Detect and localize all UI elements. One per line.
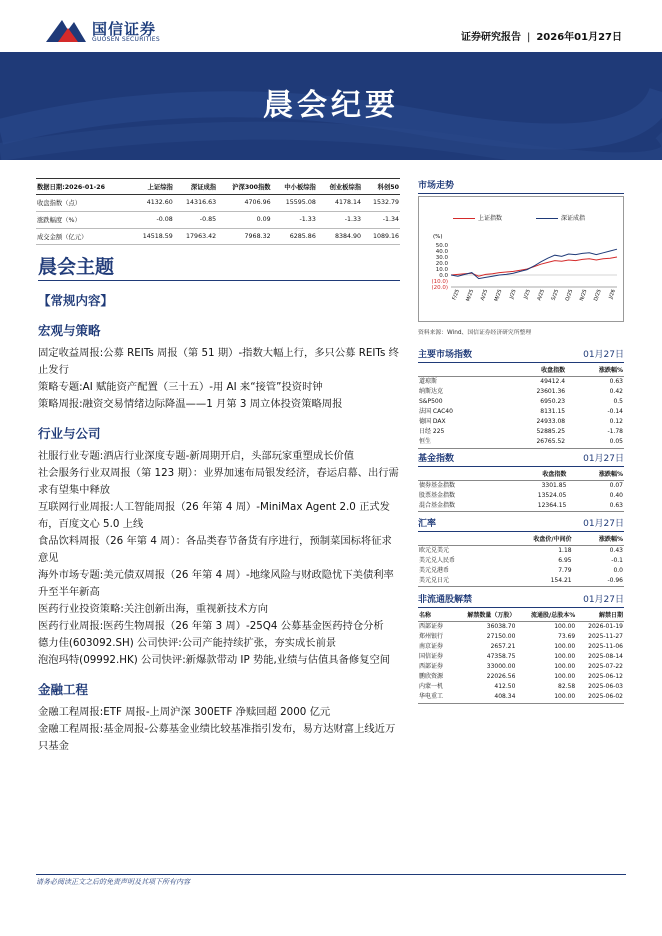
table-cell: 154.21: [493, 576, 572, 587]
table-cell: 0.5: [613, 397, 623, 405]
panel-date: 01月27日: [583, 595, 624, 605]
table-row: [418, 662, 624, 672]
table-row: [418, 427, 624, 437]
fx-table: [418, 532, 624, 587]
x-tick-label: A/25: [536, 288, 546, 302]
table-cell: 17963.42: [174, 228, 217, 245]
table-cell: 西部证券: [419, 663, 444, 671]
table-cell: 0.63: [567, 501, 624, 512]
report-link[interactable]: 德力佳(603092.SH) 公司快评:公司产能持续扩张，夯实成长前景: [38, 637, 337, 649]
page-header: [0, 0, 662, 52]
table-row: [418, 546, 624, 557]
y-tick-label: 10.0: [435, 267, 448, 273]
section-title: 晨会主题: [38, 256, 115, 278]
table-cell: -1.78: [607, 428, 623, 436]
table-cell: 7968.32: [217, 228, 272, 245]
panel-date: 01月27日: [583, 519, 624, 529]
report-type: 证券研究报告: [460, 32, 521, 43]
table-cell: 1089.16: [362, 228, 400, 245]
table-cell: 涨跌幅度（%）: [36, 211, 131, 228]
report-link[interactable]: 社会服务行业双周报（第 123 期）：业界加速布局银发经济，春运启幕、出行需求有望集中释放: [38, 467, 399, 496]
table-cell: 1532.79: [362, 195, 400, 212]
table-row: [418, 672, 624, 682]
table-row: [418, 438, 624, 449]
table-cell: 混合基金指数: [418, 501, 501, 512]
table-cell: 法国 CAC40: [419, 408, 453, 416]
section-divider: [38, 280, 400, 281]
report-link[interactable]: 策略周报:融资交易情绪边际降温——1 月第 3 周立体投资策略周报: [38, 398, 343, 410]
table-cell: S&P500: [419, 397, 443, 405]
report-link[interactable]: 固定收益周报:公募 REITs 周报（第 51 期）-指数大幅上行，多只公募 REITs 终止发行: [38, 347, 399, 376]
unlock-panel: [418, 592, 624, 704]
table-cell: -1.33: [317, 211, 362, 228]
table-header-row: [418, 608, 624, 622]
table-cell: 26765.52: [498, 438, 566, 449]
table-cell: 华电重工: [418, 693, 452, 704]
table-cell: 22026.56: [486, 673, 516, 681]
table-row: [418, 622, 624, 633]
table-header-cell: 解禁数量（万股）: [452, 608, 517, 622]
table-header-cell: 科创50: [362, 179, 400, 195]
x-tick-label: J/26: [607, 288, 617, 300]
market-trend-chart: [418, 196, 624, 322]
report-date: 2026年01月27日: [536, 32, 622, 43]
table-cell: -0.1: [611, 556, 623, 564]
x-tick-label: J/25: [522, 288, 532, 300]
table-header-row: [418, 532, 624, 546]
table-cell: 14518.59: [131, 228, 174, 245]
table-cell: 南京证券: [419, 642, 444, 650]
table-cell: 德国 DAX: [419, 418, 446, 426]
table-cell: 成交金额（亿元）: [36, 228, 131, 245]
table-header-cell: 收盘指数: [501, 467, 568, 481]
panel-date: 01月27日: [583, 350, 624, 360]
content-section-heading: 宏观与策略: [38, 323, 101, 338]
table-row: [36, 228, 400, 245]
table-cell: 6.95: [558, 556, 572, 564]
table-cell: -1.33: [272, 211, 317, 228]
table-cell: 52885.25: [536, 428, 566, 436]
table-row: [418, 642, 624, 652]
table-row: [418, 556, 624, 566]
y-tick-label: 0.0: [439, 273, 448, 279]
table-cell: 23601.36: [536, 387, 566, 395]
table-cell: 鹏欣资源: [419, 673, 444, 681]
content-section-heading: 行业与公司: [38, 426, 101, 441]
table-cell: 33000.00: [486, 663, 516, 671]
table-cell: 6950.23: [540, 397, 566, 405]
table-cell: 4706.96: [217, 195, 272, 212]
table-row: [36, 211, 400, 228]
table-row: [418, 693, 624, 704]
table-cell: 美元兑日元: [418, 576, 493, 587]
table-cell: 6285.86: [272, 228, 317, 245]
panel-title: 主要市场指数: [418, 350, 473, 360]
table-cell: 100.00: [554, 673, 576, 681]
x-tick-label: M/25: [493, 288, 504, 303]
report-link[interactable]: 金融工程周报:基金周报-公募基金业绩比较基准指引发布，易方达财富上线近万只基金: [38, 723, 396, 752]
x-tick-label: M/25: [465, 288, 476, 303]
table-cell: 7.79: [558, 566, 572, 574]
report-link[interactable]: 泡泡玛特(09992.HK) 公司快评:新爆款带动 IP 势能,业绩与估值具备修复空间: [38, 654, 391, 666]
fund-indexes-table: [418, 467, 624, 512]
report-link[interactable]: 医药行业周报:医药生物周报（26 年第 3 周）-25Q4 公募基金医药持仓分析: [38, 620, 384, 632]
table-cell: 道琼斯: [419, 377, 438, 385]
x-tick-label: S/25: [550, 288, 561, 302]
table-header-cell: 创业板综指: [317, 179, 362, 195]
table-cell: 欧元兑美元: [419, 546, 450, 554]
report-link[interactable]: 社服行业专题:酒店行业深度专题-新周期开启，头部玩家重塑成长价值: [38, 450, 355, 462]
unlock-table: [418, 608, 624, 704]
report-link[interactable]: 互联网行业周报:人工智能周报（26 年第 4 周）-MiniMax Agent 2.0 正式发布，百度文心 5.0 上线: [38, 501, 390, 530]
y-tick-label: 40.0: [435, 249, 448, 255]
table-row: [418, 683, 624, 693]
series-line: [451, 257, 617, 276]
table-cell: 美元兑港币: [419, 566, 450, 574]
table-cell: 100.00: [554, 663, 576, 671]
table-cell: 100.00: [554, 653, 576, 661]
table-cell: 47358.75: [486, 653, 516, 661]
x-tick-label: D/25: [592, 288, 603, 302]
y-unit-label: (%): [433, 234, 443, 240]
table-cell: -0.85: [174, 211, 217, 228]
table-cell: 4178.14: [317, 195, 362, 212]
table-header-cell: 涨跌幅%: [573, 532, 624, 546]
legend-item: 深证成指: [536, 213, 585, 222]
table-cell: 0.42: [609, 387, 623, 395]
table-cell: 12364.15: [501, 501, 568, 512]
table-cell: 西部证券: [419, 622, 444, 630]
panel-date: 01月27日: [583, 454, 624, 464]
table-cell: 82.58: [558, 683, 576, 691]
table-header-cell: 中小板综指: [272, 179, 317, 195]
table-cell: 8384.90: [317, 228, 362, 245]
table-header-cell: 名称: [418, 608, 452, 622]
table-row: [418, 491, 624, 501]
table-cell: 2025-11-06: [588, 642, 623, 650]
table-row: [418, 576, 624, 587]
table-header-cell: 流通股/总股本%: [516, 608, 576, 622]
table-cell: 1.18: [558, 546, 572, 554]
table-header-cell: 数据日期:2026-01-26: [36, 179, 131, 195]
table-cell: 0.05: [566, 438, 624, 449]
table-cell: 4132.60: [131, 195, 174, 212]
market-trend-header: [418, 178, 624, 194]
report-link[interactable]: 策略专题:AI 赋能资产配置（三十五）-用 AI 来“接管”投资时钟: [38, 381, 323, 393]
table-cell: 13524.05: [537, 491, 567, 499]
subsection-title: 【常规内容】: [38, 293, 114, 308]
table-cell: 15595.08: [272, 195, 317, 212]
table-cell: 内蒙一机: [419, 683, 444, 691]
market-trend-title: 市场走势: [418, 181, 455, 191]
table-cell: 49412.4: [540, 377, 566, 385]
table-header-cell: 深证成指: [174, 179, 217, 195]
table-cell: 14316.63: [174, 195, 217, 212]
table-cell: 0.07: [609, 481, 623, 489]
fund-indexes-panel: [418, 451, 624, 512]
table-cell: 美元兑人民币: [419, 556, 456, 564]
table-header-cell: 解禁日期: [576, 608, 624, 622]
table-row: [418, 481, 624, 492]
series-line: [451, 249, 617, 278]
table-cell: -0.96: [573, 576, 624, 587]
x-tick-label: N/25: [578, 288, 589, 302]
table-cell: 2026-01-19: [588, 622, 623, 630]
report-link[interactable]: 金融工程周报:ETF 周报-上周沪深 300ETF 净赎回超 2000 亿元: [38, 706, 331, 718]
table-cell: 73.69: [558, 632, 576, 640]
table-cell: -0.08: [131, 211, 174, 228]
table-cell: 国信证券: [419, 653, 444, 661]
table-header-cell: 收盘价/中间价: [493, 532, 572, 546]
table-cell: 8131.15: [540, 408, 566, 416]
report-link[interactable]: 医药行业投资策略:关注创新出海，重视新技术方向: [38, 603, 268, 615]
logo-text: 国信证券: [92, 20, 157, 38]
table-cell: 0.09: [217, 211, 272, 228]
table-header-cell: [418, 467, 501, 481]
table-cell: 0.63: [609, 377, 623, 385]
content-section-heading: 金融工程: [38, 682, 89, 697]
x-tick-label: O/25: [564, 288, 575, 302]
banner-title: 晨会纪要: [263, 88, 399, 123]
table-cell: 0.0: [613, 566, 623, 574]
main-indexes-panel: [418, 347, 624, 449]
table-cell: 郑州银行: [419, 632, 444, 640]
footer-disclaimer: 请务必阅读正文之后的免责声明及其项下所有内容: [36, 878, 190, 886]
table-header-cell: 沪深300指数: [217, 179, 272, 195]
table-header-cell: 收盘指数: [498, 363, 566, 377]
table-cell: 27150.00: [486, 632, 516, 640]
chart-plot: [419, 197, 623, 321]
table-cell: 0.40: [609, 491, 623, 499]
legend-item: 上证指数: [453, 213, 502, 222]
table-cell: 2025-08-14: [588, 653, 623, 661]
table-row: [418, 652, 624, 662]
report-link[interactable]: 海外市场专题:美元债双周报（26 年第 4 周）-地缘风险与财政隐忧下美债利率升至半年新高: [38, 569, 394, 598]
table-cell: 2025-07-22: [588, 663, 623, 671]
x-tick-label: A/25: [479, 288, 490, 302]
chart-source: 资料来源：Wind、国信证券经济研究所整理: [418, 330, 532, 336]
report-meta: 证券研究报告 | 2026年01月27日: [460, 32, 622, 43]
y-tick-label: (10.0): [431, 279, 448, 285]
table-cell: -0.14: [607, 408, 623, 416]
fx-panel: [418, 516, 624, 587]
table-row: [418, 417, 624, 427]
table-cell: 100.00: [516, 693, 576, 704]
table-cell: 0.12: [609, 418, 623, 426]
y-tick-label: 50.0: [435, 243, 448, 249]
table-cell: 100.00: [554, 642, 576, 650]
table-row: [418, 377, 624, 388]
table-row: [418, 566, 624, 576]
panel-title: 非流通股解禁: [418, 595, 473, 605]
table-row: [418, 632, 624, 642]
table-row: [36, 195, 400, 212]
table-cell: 收盘指数（点）: [36, 195, 131, 212]
table-cell: 纳斯达克: [419, 387, 444, 395]
table-cell: 36038.70: [486, 622, 516, 630]
logo-text-en: GUOSEN SECURITIES: [92, 36, 161, 43]
table-header-cell: [418, 532, 493, 546]
table-header-row: [418, 363, 624, 377]
table-cell: 股票基金指数: [419, 491, 456, 499]
table-cell: 408.34: [452, 693, 517, 704]
index-table: [36, 178, 400, 245]
table-row: [418, 387, 624, 397]
table-cell: 100.00: [554, 622, 576, 630]
panel-title: 基金指数: [418, 454, 455, 464]
table-cell: 2025-11-27: [588, 632, 623, 640]
table-header-cell: [418, 363, 498, 377]
table-header-row: [418, 467, 624, 481]
table-cell: 恒生: [418, 438, 498, 449]
table-cell: 24933.08: [536, 418, 566, 426]
table-cell: 日经 225: [419, 428, 445, 436]
y-tick-label: 20.0: [435, 261, 448, 267]
main-indexes-table: [418, 363, 624, 449]
table-cell: 2657.21: [490, 642, 516, 650]
table-cell: 412.50: [494, 683, 516, 691]
table-row: [418, 397, 624, 407]
guosen-logo-icon: [44, 16, 88, 44]
panel-title: 汇率: [418, 519, 437, 529]
table-cell: 2025-06-03: [588, 683, 623, 691]
y-tick-label: 30.0: [435, 255, 448, 261]
main-content: [38, 318, 402, 755]
table-row: [418, 407, 624, 417]
section-gap: [38, 669, 402, 677]
table-cell: 3301.85: [541, 481, 567, 489]
table-cell: 2025-06-12: [588, 673, 623, 681]
section-gap: [38, 413, 402, 421]
title-banner: [0, 52, 662, 160]
y-tick-label: (20.0): [431, 285, 448, 291]
table-cell: 0.43: [609, 546, 623, 554]
x-tick-label: J/25: [508, 288, 518, 300]
table-header-cell: 上证综指: [131, 179, 174, 195]
table-row: [418, 501, 624, 512]
table-cell: 2025-06-02: [576, 693, 624, 704]
table-cell: 债券基金指数: [419, 481, 456, 489]
table-header-cell: 涨跌幅%: [566, 363, 624, 377]
table-cell: -1.34: [362, 211, 400, 228]
footer-divider: [36, 874, 626, 875]
x-tick-label: F/25: [451, 288, 461, 301]
report-link[interactable]: 食品饮料周报（26 年第 4 周）：各品类春节备货有序进行，预制菜国标将征求意见: [38, 535, 392, 564]
table-header-cell: 涨跌幅%: [567, 467, 624, 481]
